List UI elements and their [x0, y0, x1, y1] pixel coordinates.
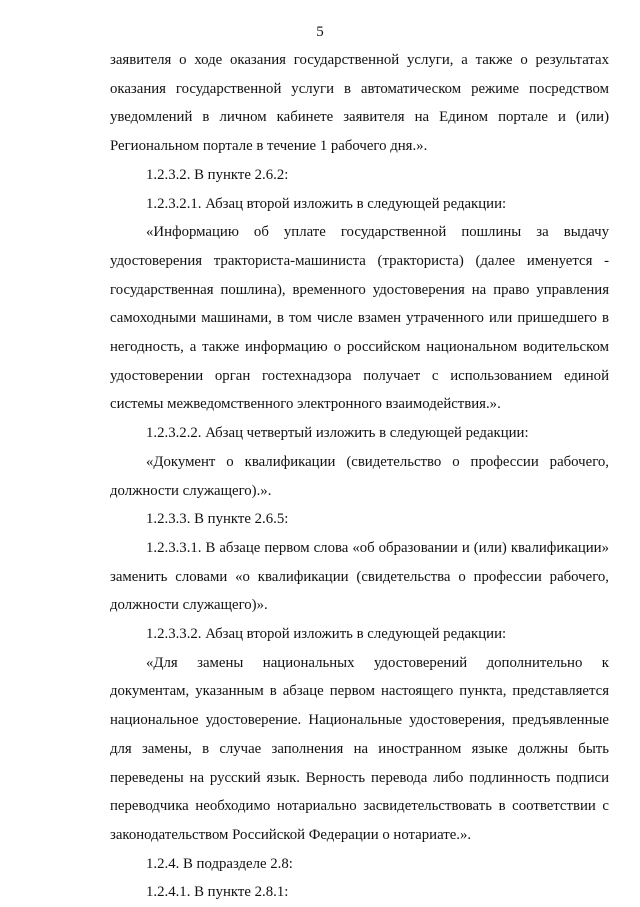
- paragraph-quote: «Информацию об уплате государственной пошлины за выдачу удостоверения тракториста-машиниста (тракториста) (далее именуется - государственная пошлина), временного удостоверения на право управления самоходными машинами, в том числе взамен утраченного или пришедшего в негодность, а также информацию о российском национальном водительском удостоверении орган гостехнадзора получает с использованием единой системы межведомственного электронного взаимодействия.».: [110, 224, 609, 413]
- paragraph-quote: «Документ о квалификации (свидетельство о профессии рабочего, должности служащего).».: [110, 453, 609, 499]
- document-body: [110, 46, 609, 907]
- paragraph-heading: 1.2.4.1. В пункте 2.8.1:: [146, 884, 289, 901]
- paragraph-heading: 1.2.3.2. В пункте 2.6.2:: [146, 166, 289, 183]
- paragraph-text: 1.2.3.3.1. В абзаце первом слова «об образовании и (или) квалификации» заменить словами «о квалификации (свидетельства о профессии рабочего, должности служащего)».: [110, 539, 609, 614]
- paragraph-heading: 1.2.4. В подразделе 2.8:: [146, 855, 293, 872]
- paragraph-continuation: заявителя о ходе оказания государственной услуги, а также о результатах оказания государственной услуги в автоматическом режиме посредством уведомлений в личном кабинете заявителя на Едином портале и (или) Региональном портале в течение 1 рабочего дня.».: [110, 52, 609, 155]
- paragraph-heading: 1.2.3.2.1. Абзац второй изложить в следующей редакции:: [146, 195, 507, 212]
- paragraph-heading: 1.2.3.3.2. Абзац второй изложить в следующей редакции:: [146, 626, 507, 643]
- page-number: 5: [316, 24, 324, 40]
- paragraph-quote: «Для замены национальных удостоверений дополнительно к документам, указанным в абзаце первом настоящего пункта, представляется национальное удостоверение. Национальные удостоверения, предъявленные для замены, в случае заполнения на иностранном языке должны быть переведены на русский язык. Верность перевода либо подлинность подписи переводчика необходимо нотариально засвидетельствовать в соответствии с законодательством Российской Федерации о нотариате.».: [110, 654, 609, 843]
- paragraph-heading: 1.2.3.3. В пункте 2.6.5:: [146, 511, 289, 528]
- paragraph-heading: 1.2.3.2.2. Абзац четвертый изложить в следующей редакции:: [146, 425, 529, 442]
